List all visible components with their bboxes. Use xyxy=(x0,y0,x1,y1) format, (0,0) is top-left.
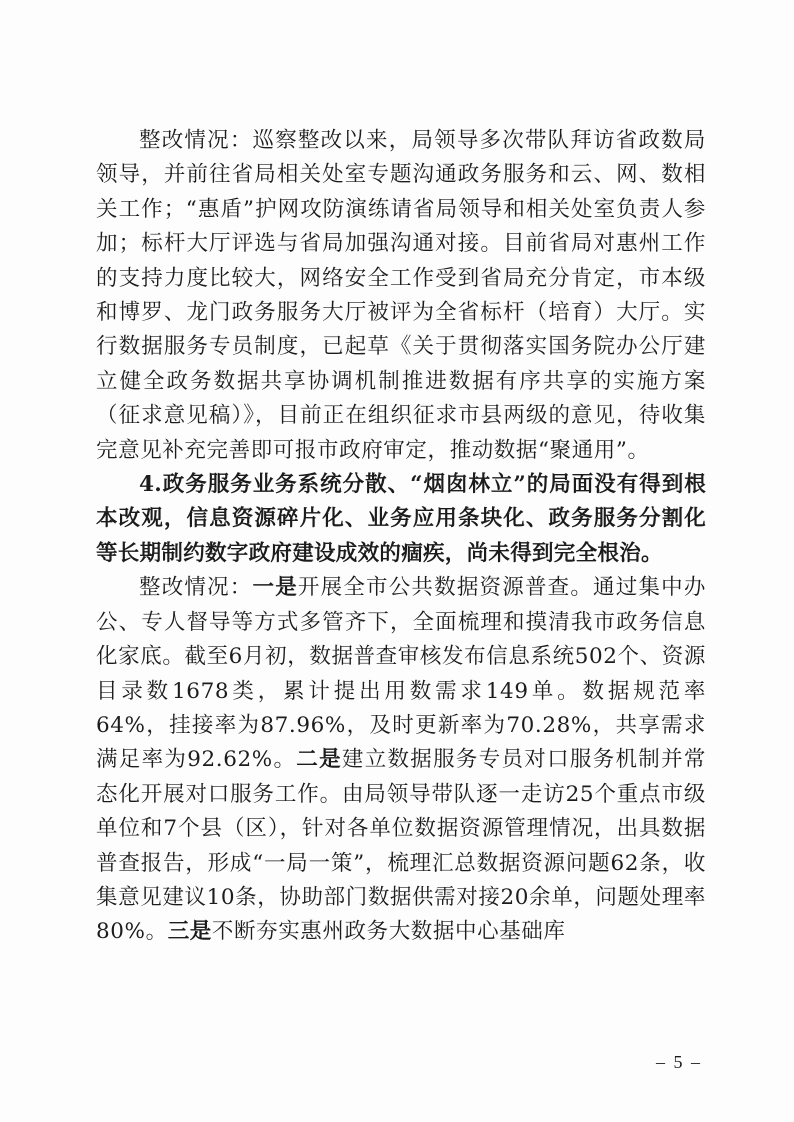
point-three-label: 三是 xyxy=(167,919,212,945)
document-body xyxy=(96,124,706,950)
point-one-text: 开展全市公共数据资源普查。通过集中办公、专人督导等方式多管齐下，全面梳理和摸清我市政务信息化家底。截至6月初，数据普查审核发布信息系统502个、资源目录数1678类，累计提出用数需求149单。数据规范率64%，挂接率为87.96%，及时更新率为70.28%，共享需求满足率为92.62%。 xyxy=(96,575,706,773)
issue-heading-4: 4.政务服务业务系统分散、“烟囱林立”的局面没有得到根本改观，信息资源碎片化、业务应用条块化、政务服务分割化等长期制约数字政府建设成效的痼疾，尚未得到完全根治。 xyxy=(96,472,706,566)
page-number: – 5 – xyxy=(656,1052,702,1072)
point-one-label: 一是 xyxy=(252,575,298,601)
point-two-label: 二是 xyxy=(296,747,342,773)
rectification-lead: 整改情况： xyxy=(139,575,253,601)
paragraph-rectification-2 xyxy=(96,571,706,949)
paragraph-rectification-1: 整改情况：巡察整改以来，局领导多次带队拜访省政数局领导，并前往省局相关处室专题沟通政务服务和云、网、数相关工作；“惠盾”护网攻防演练请省局领导和相关处室负责人参加；标杆大厅评选与省局加强沟通对接。目前省局对惠州工作的支持力度比较大，网络安全工作受到省局充分肯定，市本级和博罗、龙门政务服务大厅被评为全省标杆（培育）大厅。实行数据服务专员制度，已起草《关于贯彻落实国务院办公厅建立健全政务数据共享协调机制推进数据有序共享的实施方案（征求意见稿）》，目前正在组织征求市县两级的意见，待收集完意见补充完善即可报市政府审定，推动数据“聚通用”。 xyxy=(96,128,706,463)
point-two-text: 建立数据服务专员对口服务机制并常态化开展对口服务工作。由局领导带队逐一走访25个重点市级单位和7个县（区），针对各单位数据资源管理情况，出具数据普查报告，形成“一局一策”，梳理汇总数据资源问题62条，收集意见建议10条，协助部门数据供需对接20余单，问题处理率80%。 xyxy=(96,747,706,945)
point-three-text: 不断夯实惠州政务大数据中心基础库 xyxy=(211,919,566,945)
